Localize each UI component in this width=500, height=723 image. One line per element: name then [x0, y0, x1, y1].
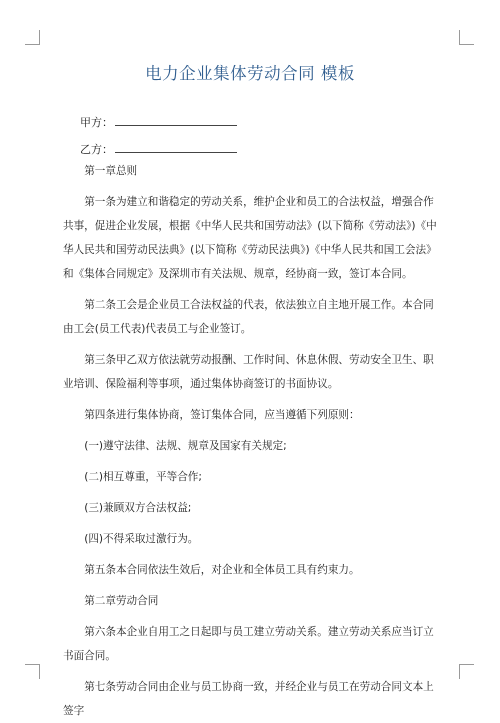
party-b-line [80, 141, 237, 158]
crop-mark-bottom-right [459, 664, 474, 679]
party-b-blank [115, 141, 237, 153]
article-paragraph: 第一条为建立和谐稳定的劳动关系，维护企业和员工的合法权益，增强合作共事，促进企业发展，根据《中华人民共和国劳动法》(以下简称《劳动法》)《中华人民共和国劳动民法典》(以下简称《劳动民法典》)《中华人民共和国工会法》和《集体合同规定》及深圳市有关法规、规章，经协商一致，签订本合同。 [63, 196, 437, 280]
article-paragraph: 第四条进行集体协商，签订集体合同，应当遵循下列原则： [84, 409, 360, 421]
document-body [63, 159, 441, 723]
list-item: (一)遵守法律、法规、规章及国家有关规定; [84, 440, 287, 452]
article-paragraph: 第二条工会是企业员工合法权益的代表，依法独立自主地开展工作。本合同由工会(员工代表)代表员工与企业签订。 [63, 299, 434, 335]
article-paragraph: 第七条劳动合同由企业与员工协商一致，并经企业与员工在劳动合同文本上签字 [63, 681, 434, 717]
crop-mark-bottom-left [25, 664, 40, 679]
article-paragraph: 第六条本企业自用工之日起即与员工建立劳动关系。建立劳动关系应当订立书面合同。 [63, 626, 434, 662]
party-a-blank [115, 114, 237, 126]
document-title: 电力企业集体劳动合同 模板 [145, 64, 355, 83]
list-item: (三)兼顾双方合法权益; [84, 502, 192, 514]
list-item: (四)不得采取过激行为。 [84, 533, 199, 545]
article-paragraph: 第五条本合同依法生效后，对企业和全体员工具有约束力。 [84, 564, 360, 576]
party-b-label: 乙方： [80, 143, 113, 156]
chapter-heading: 第一章总则 [84, 165, 138, 177]
crop-mark-top-right [459, 30, 474, 45]
list-item: (二)相互尊重，平等合作; [84, 471, 202, 483]
party-a-label: 甲方： [80, 116, 113, 129]
crop-mark-top-left [25, 30, 40, 45]
article-paragraph: 第三条甲乙双方依法就劳动报酬、工作时间、休息休假、劳动安全卫生、职业培训、保险福利等事项，通过集体协商签订的书面协议。 [63, 354, 434, 390]
chapter-heading: 第二章劳动合同 [84, 595, 159, 607]
party-a-line [80, 114, 237, 131]
